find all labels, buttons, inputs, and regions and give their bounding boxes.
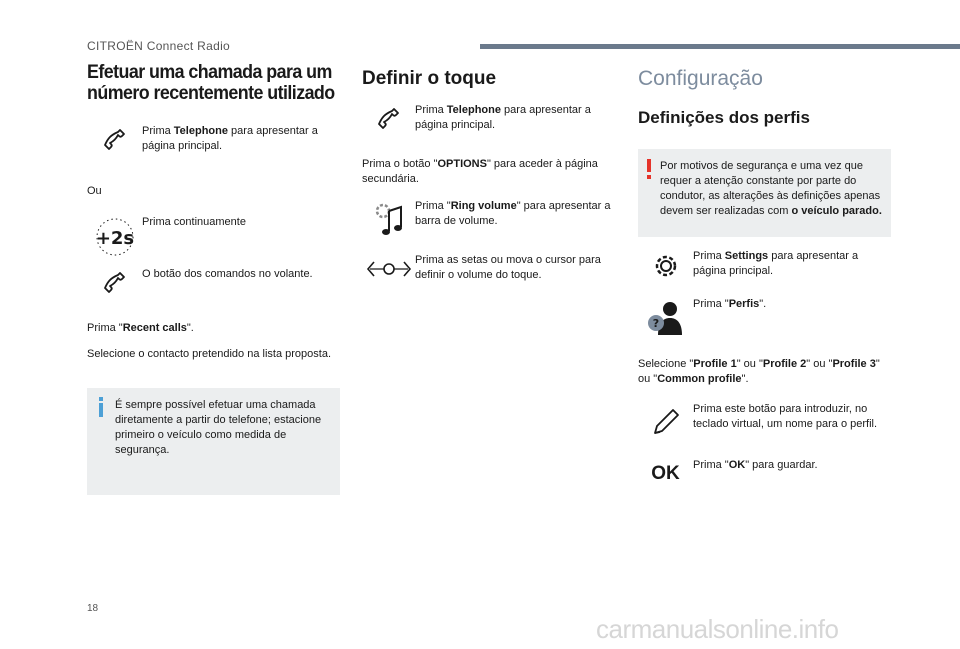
step-volume-arrows (362, 253, 617, 285)
chapter-title: Configuração (638, 67, 763, 90)
warning-icon (645, 159, 653, 179)
watermark: carmanualsonline.info (596, 614, 839, 644)
volume-arrows-text: Prima as setas ou mova o cursor para definir o volume do toque. (415, 254, 601, 281)
step-steering-wheel (87, 267, 342, 299)
music-settings-icon (362, 199, 415, 239)
select-contact-text: Selecione o contacto pretendido na lista proposta. (87, 348, 331, 360)
step-telephone: Prima Telephone para apresentar a página principal. (362, 103, 617, 135)
phone-handset-icon (362, 103, 415, 135)
step-profiles: ? Prima "Perfis". (638, 297, 893, 337)
step-settings: Prima Settings para apresentar a página principal. (638, 249, 893, 283)
step-ring-volume: Prima "Ring volume" para apresentar a barra de volume. (362, 199, 617, 239)
section-heading-recent-call: Efetuar uma chamada para um número recentemente utilizado (87, 62, 335, 104)
phone-handset-icon (87, 124, 142, 156)
section-heading-ringtone: Definir o toque (362, 68, 497, 89)
user-profile-icon (638, 297, 693, 337)
info-icon (96, 397, 106, 417)
page-number: 18 (87, 603, 99, 614)
step-telephone: Prima Telephone para apresentar a página principal. (87, 124, 342, 156)
options-text: Prima o botão "OPTIONS" para aceder à página secundária. (362, 158, 598, 185)
recent-calls-text: Prima "Recent calls". (87, 322, 194, 334)
step-edit-name (638, 402, 893, 442)
step-ok: OK Prima "OK" para guardar. (638, 458, 893, 490)
gear-icon (638, 249, 693, 283)
edit-name-text: Prima este botão para introduzir, no teclado virtual, um nome para o perfil. (693, 403, 878, 430)
header-title: CITROËN Connect Radio (87, 39, 231, 53)
column-configuration (638, 62, 893, 490)
svg-text:?: ? (652, 317, 659, 330)
ok-icon: OK (651, 463, 680, 484)
info-box (87, 388, 340, 495)
step-steering-wheel-text: O botão dos comandos no volante. (142, 268, 313, 280)
column-recent-call (87, 62, 342, 495)
info-text: É sempre possível efetuar uma chamada diretamente a partir do telefone; estacione primeiro o veículo como medida de segurança. (115, 399, 322, 456)
warning-box: Por motivos de segurança e uma vez que requer a atenção constante por parte do condutor, as alterações às definições apenas devem ser realizadas com o veículo parado. (638, 149, 891, 237)
step-long-press (87, 215, 342, 259)
column-ringtone (362, 62, 617, 285)
or-text: Ou (87, 185, 102, 197)
phone-handset-icon (87, 267, 142, 299)
header-rule (480, 44, 960, 49)
hold-two-seconds-icon (87, 215, 142, 259)
svg-text:+2s: +2s (95, 228, 134, 249)
section-heading-profiles: Definições dos perfis (638, 108, 810, 127)
select-profile-text: Selecione "Profile 1" ou "Profile 2" ou "Profile 3" ou "Common profile". (638, 358, 880, 385)
volume-slider-icon (362, 253, 415, 285)
step-long-press-text: Prima continuamente (142, 216, 246, 228)
pencil-icon (638, 402, 693, 442)
